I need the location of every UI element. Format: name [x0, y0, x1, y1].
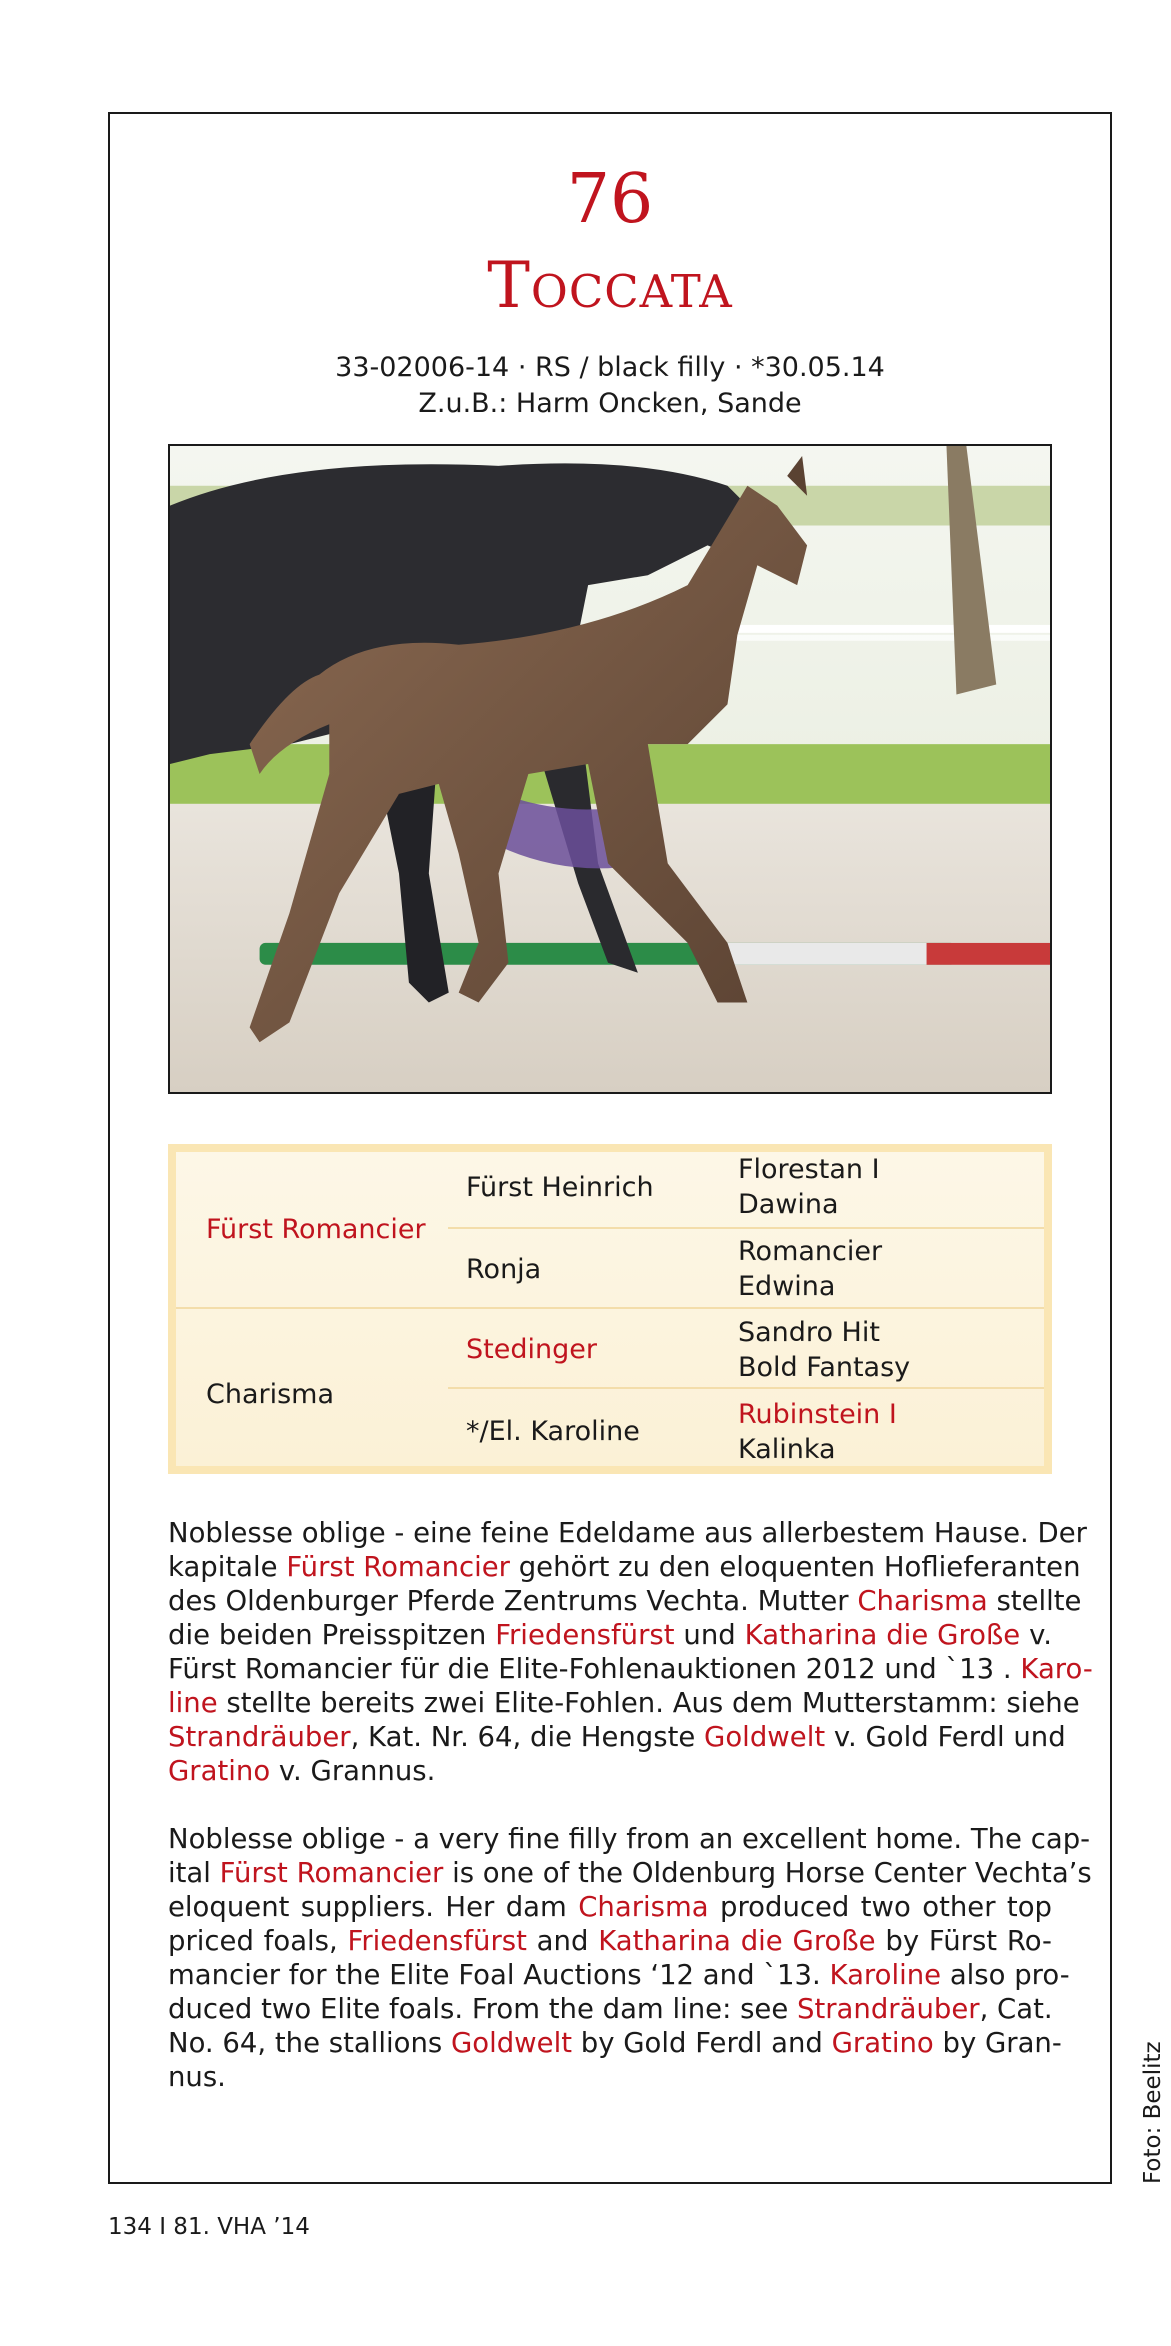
text-run: ital	[168, 1857, 220, 1889]
text-line	[168, 1516, 1087, 1550]
description-english	[168, 1822, 1092, 2094]
text-run: und	[674, 1619, 745, 1651]
pedigree-sire-dam-dam: Edwina	[738, 1271, 836, 1302]
page-footer: 134 I 81. VHA ’14	[108, 2214, 310, 2240]
text-run: mancier for the Elite Foal Auctions ‘12 and `13.	[168, 1959, 830, 1991]
highlighted-name: Strandräuber	[168, 1721, 351, 1753]
text-run: is one of the Oldenburg Horse Center Vechta’s	[443, 1857, 1092, 1889]
text-run: stellte bereits zwei Elite-Fohlen. Aus dem Mutterstamm: siehe	[217, 1687, 1080, 1719]
pedigree-inner	[176, 1152, 1044, 1466]
text-run: , Cat.	[979, 1993, 1053, 2025]
highlighted-name: Gratino	[168, 1755, 271, 1787]
highlighted-name: line	[168, 1687, 218, 1719]
pedigree-sire-sire-sire: Florestan I	[738, 1154, 880, 1185]
text-run: by Gold Ferdl and	[572, 2027, 832, 2059]
pedigree-dam-dam: */El. Karoline	[466, 1416, 640, 1447]
highlighted-name: Fürst Romancier	[219, 1857, 444, 1889]
highlighted-name: Katharina die Große	[598, 1925, 876, 1957]
highlighted-name: Gratino	[831, 2027, 934, 2059]
text-run: v.	[1020, 1619, 1052, 1651]
text-run: produced two other top	[708, 1891, 1052, 1923]
text-run: Fürst Romancier für die Elite-Fohlenauktionen 2012 und `13 .	[168, 1653, 1021, 1685]
text-run: priced foals,	[168, 1925, 348, 1957]
highlighted-name: Strandräuber	[797, 1993, 980, 2025]
text-line	[168, 1754, 1052, 1788]
horse-photo-image	[170, 446, 1050, 1092]
highlighted-name: Katharina die Große	[744, 1619, 1021, 1651]
text-line	[168, 1924, 1052, 1958]
text-line	[168, 1584, 1082, 1618]
text-run: des Oldenburger Pferde Zentrums Vechta. Mutter	[168, 1585, 858, 1617]
text-line	[168, 2060, 1052, 2094]
pedigree-table	[168, 1144, 1052, 1474]
text-run: by Fürst Ro-	[875, 1925, 1052, 1957]
highlighted-name: Goldwelt	[704, 1721, 826, 1753]
text-run: , Kat. Nr. 64, die Hengste	[350, 1721, 705, 1753]
pedigree-dam-dam-dam: Kalinka	[738, 1434, 836, 1465]
text-run: v. Grannus.	[270, 1755, 436, 1787]
text-line	[168, 1992, 1052, 2026]
horse-photo	[168, 444, 1052, 1094]
text-line	[168, 1856, 1092, 1890]
highlighted-name: Karoline	[829, 1959, 942, 1991]
text-run: die beiden Preisspitzen	[168, 1619, 496, 1651]
horse-name: Toccata	[487, 249, 733, 323]
pedigree-dam-dam-sire: Rubinstein I	[738, 1399, 897, 1430]
text-line	[168, 1890, 1052, 1924]
highlighted-name: Fürst Romancier	[286, 1551, 510, 1583]
text-line	[168, 2026, 1062, 2060]
text-run: and	[526, 1925, 599, 1957]
text-line	[168, 1822, 1091, 1856]
text-line	[168, 1958, 1070, 1992]
highlighted-name: Charisma	[857, 1585, 988, 1617]
text-line	[168, 1652, 1093, 1686]
pedigree-sire: Fürst Romancier	[206, 1214, 426, 1245]
pedigree-sire-dam-sire: Romancier	[738, 1236, 883, 1267]
pedigree-dam: Charisma	[206, 1379, 335, 1410]
text-run: by Gran-	[933, 2027, 1062, 2059]
text-run: duced two Elite foals. From the dam line: see	[168, 1993, 797, 2025]
text-run: eloquent suppliers. Her dam	[168, 1891, 579, 1923]
pedigree-divider	[448, 1387, 1044, 1389]
highlighted-name: Karo-	[1020, 1653, 1093, 1685]
text-run: Noblesse oblige - a very fine filly from an excellent home. The cap-	[168, 1823, 1091, 1855]
pedigree-sire-sire-dam: Dawina	[738, 1189, 839, 1220]
text-run: Noblesse oblige - eine feine Edeldame aus allerbestem Hause. Der	[168, 1517, 1087, 1549]
text-line	[168, 1686, 1080, 1720]
lot-number: 76	[566, 160, 654, 239]
text-line	[168, 1550, 1081, 1584]
text-line	[168, 1720, 1066, 1754]
pedigree-divider	[176, 1307, 1044, 1309]
highlighted-name: Charisma	[578, 1891, 709, 1923]
catalog-entry-frame	[108, 112, 1112, 2184]
photo-credit: Foto: Beelitz	[1140, 2041, 1166, 2184]
pedigree-dam-sire: Stedinger	[466, 1334, 597, 1365]
text-run: kapitale	[168, 1551, 287, 1583]
pedigree-sire-sire: Fürst Heinrich	[466, 1172, 654, 1203]
pedigree-divider	[448, 1227, 1044, 1229]
text-run: No. 64, the stallions	[168, 2027, 451, 2059]
highlighted-name: Goldwelt	[450, 2027, 573, 2059]
text-run: also pro-	[941, 1959, 1070, 1991]
text-run: stellte	[987, 1585, 1082, 1617]
highlighted-name: Friedensfürst	[495, 1619, 675, 1651]
text-run: gehört zu den eloquenten Hoflieferanten	[509, 1551, 1081, 1583]
breeder: Z.u.B.: Harm Oncken, Sande	[418, 388, 802, 419]
text-run: v. Gold Ferdl und	[825, 1721, 1066, 1753]
pedigree-dam-sire-dam: Bold Fantasy	[738, 1352, 911, 1383]
description-german	[168, 1516, 1093, 1788]
horse-details: 33-02006-14 · RS / black filly · *30.05.14	[335, 352, 885, 383]
pedigree-dam-sire-sire: Sandro Hit	[738, 1317, 880, 1348]
pedigree-sire-dam: Ronja	[466, 1254, 542, 1285]
text-line	[168, 1618, 1052, 1652]
text-run: nus.	[168, 2061, 226, 2093]
highlighted-name: Friedensfürst	[347, 1925, 527, 1957]
